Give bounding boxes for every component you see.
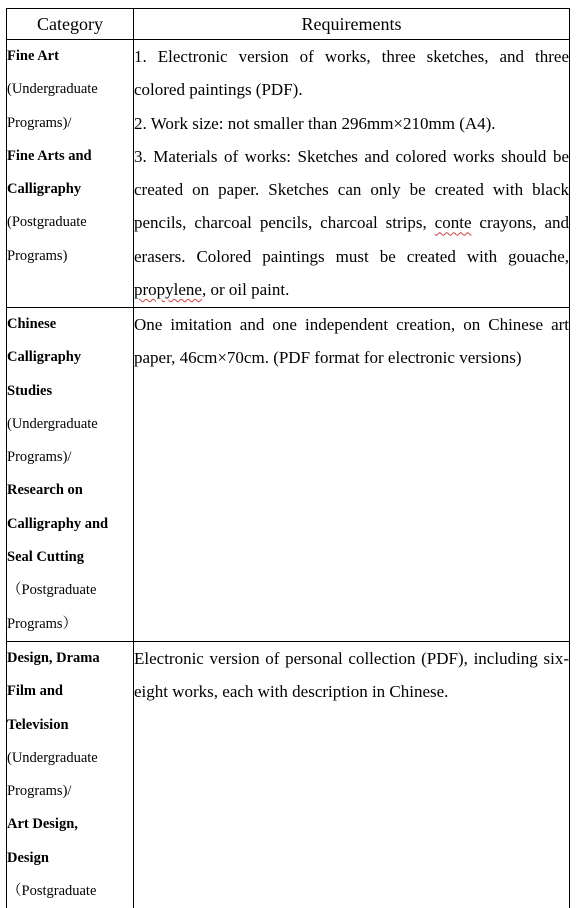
category-line: Chinese: [7, 316, 57, 332]
table-row: [7, 40, 570, 308]
category-line: Seal Cutting: [7, 549, 84, 566]
category-line: Research on: [7, 482, 83, 499]
category-line: (Undergraduate: [7, 81, 98, 98]
category-line: Fine Art: [7, 48, 59, 64]
requirement-text: 3. Materials of works: Sketches and colored works should be created on paper. Sketches can only be created with black pencils, charcoal pencils, charcoal strips,: [134, 146, 569, 233]
category-line: (Undergraduate: [7, 415, 98, 432]
requirement-item: 1. Electronic version of works, three sketches, and three colored paintings (PDF).: [134, 47, 569, 100]
category-line: Programs)/: [7, 449, 72, 466]
category-line: Programs）: [7, 615, 78, 632]
requirements-cell: [134, 40, 570, 308]
requirements-header: Requirements: [134, 9, 570, 40]
category-line: （Postgraduate: [7, 883, 97, 900]
category-line: Calligraphy: [7, 181, 82, 198]
category-header: Category: [7, 9, 134, 40]
category-cell: [7, 642, 134, 908]
category-line: （Postgraduate: [7, 582, 97, 599]
requirements-cell: [134, 642, 570, 908]
category-line: Film and: [7, 683, 63, 700]
category-cell: [7, 40, 134, 308]
requirements-table: [6, 8, 570, 908]
category-line: Design, Drama: [7, 650, 100, 666]
requirement-text: crayons, and erasers. Colored paintings must be created with gouache,: [134, 213, 570, 266]
table-row: [7, 308, 570, 642]
category-line: Calligraphy: [7, 349, 82, 366]
category-line: Programs)/: [7, 114, 72, 131]
category-line: Art Design,: [7, 816, 78, 833]
category-line: (Postgraduate: [7, 214, 87, 231]
category-line: Calligraphy and: [7, 515, 109, 532]
category-line: Studies: [7, 382, 53, 399]
table-header-row: [7, 9, 570, 40]
spellcheck-flagged-word: conte: [434, 213, 472, 233]
category-cell: [7, 308, 134, 642]
requirement-item: [134, 140, 569, 306]
category-line: Programs)/: [7, 783, 72, 800]
spellcheck-flagged-word: propylene: [134, 280, 202, 300]
requirement-item: 2. Work size: not smaller than 296mm×210mm (A4).: [134, 113, 496, 133]
category-line: Fine Arts and: [7, 147, 92, 164]
requirement-item: Electronic version of personal collection (PDF), including six-eight works, each with description in Chinese.: [134, 649, 569, 702]
category-line: Programs): [7, 247, 68, 264]
requirement-item: One imitation and one independent creation, on Chinese art paper, 46cm×70cm. (PDF format for electronic versions): [134, 315, 569, 368]
requirement-text: , or oil paint.: [201, 280, 290, 300]
table-row: [7, 642, 570, 908]
category-line: (Undergraduate: [7, 749, 98, 766]
category-line: Design: [7, 849, 49, 866]
category-line: Television: [7, 716, 69, 733]
requirements-cell: [134, 308, 570, 642]
